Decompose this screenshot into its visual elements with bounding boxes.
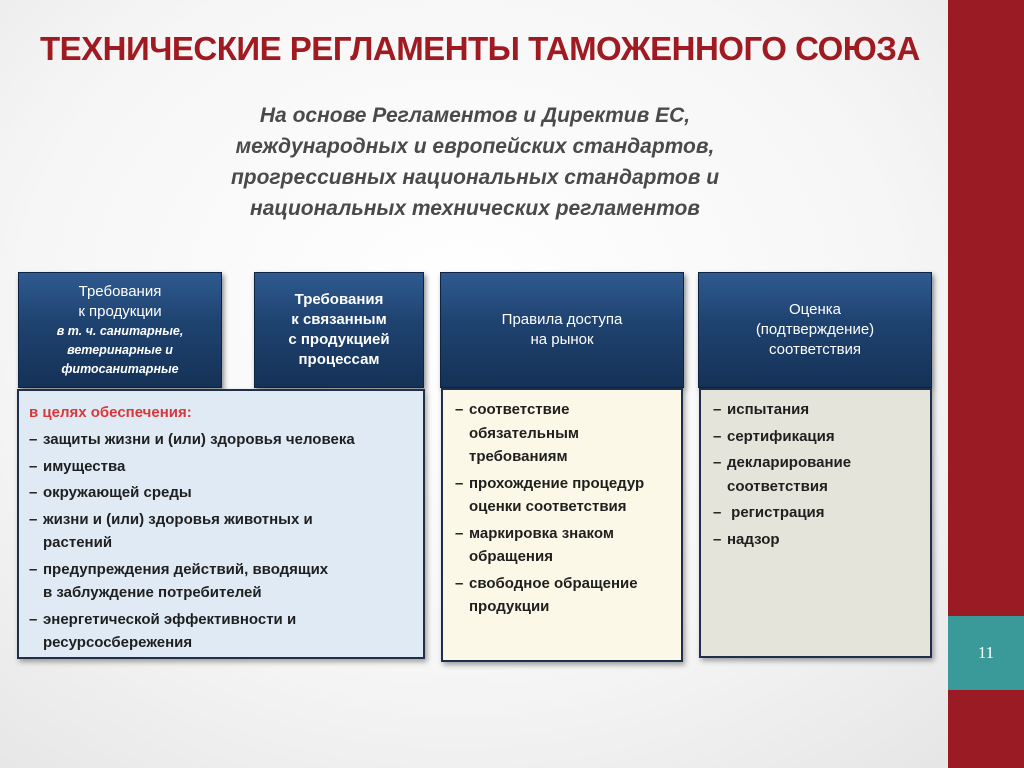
header-line: на рынок xyxy=(530,331,594,348)
dash-marker: – xyxy=(713,401,722,418)
dash-marker: – xyxy=(29,457,38,475)
header-line: соответствия xyxy=(768,341,862,358)
list-item xyxy=(19,481,423,505)
subtitle-line: национальных технических регламентов xyxy=(250,197,700,220)
item-line: соответствие xyxy=(469,401,570,418)
header-line: к связанным xyxy=(291,311,387,328)
item-line: требованиям xyxy=(469,448,568,465)
header-line: Требования xyxy=(78,282,162,300)
subtitle-line: международных и европейских стандартов, xyxy=(235,135,715,158)
item-line: регистрация xyxy=(727,504,825,521)
item-line: энергетической эффективности и xyxy=(43,610,297,628)
item-line: растений xyxy=(43,534,113,551)
item-line: сертификация xyxy=(727,427,835,445)
dash-marker: – xyxy=(713,530,722,548)
product-requirements-list xyxy=(17,389,425,659)
header-line: к продукции xyxy=(78,302,162,320)
subtitle-line: На основе Регламентов и Директив ЕС, xyxy=(259,104,691,127)
slide-title: ТЕХНИЧЕСКИЕ РЕГЛАМЕНТЫ ТАМОЖЕННОГО СОЮЗА xyxy=(40,30,920,67)
market-access-list xyxy=(441,388,683,662)
item-line: обращения xyxy=(469,548,553,565)
header-conformity-assessment xyxy=(698,272,932,388)
dash-marker: – xyxy=(713,454,722,471)
list-lead: в целях обеспечения: xyxy=(29,404,192,421)
list-item xyxy=(19,608,423,655)
item-line: обязательным xyxy=(469,424,579,442)
item-line: продукции xyxy=(469,598,550,615)
header-line: Правила доступа xyxy=(501,311,623,328)
page-number-badge xyxy=(948,616,1024,690)
subtitle-line: прогрессивных национальных стандартов и xyxy=(230,166,720,189)
list-item xyxy=(443,572,681,619)
list-item xyxy=(19,428,423,452)
list-item xyxy=(701,501,930,525)
header-note-line: в т. ч. санитарные, xyxy=(56,323,184,338)
dash-marker: – xyxy=(713,504,722,521)
dash-marker: – xyxy=(29,484,38,501)
header-line: (подтверждение) xyxy=(755,321,875,338)
page-number: 11 xyxy=(977,643,995,662)
list-item xyxy=(443,522,681,569)
header-product-requirements xyxy=(18,272,222,388)
list-item xyxy=(443,398,681,469)
item-line: оценки соответствия xyxy=(469,498,627,515)
list-item xyxy=(19,455,423,479)
item-line: свободное обращение xyxy=(469,574,638,592)
dash-marker: – xyxy=(455,574,464,592)
header-market-access-rules xyxy=(440,272,684,388)
item-line: окружающей среды xyxy=(43,484,192,501)
item-line: ресурсосбережения xyxy=(43,634,193,651)
item-line: испытания xyxy=(727,401,810,418)
dash-marker: – xyxy=(455,524,464,542)
header-line: с продукцией xyxy=(288,331,390,348)
item-line: в заблуждение потребителей xyxy=(43,584,262,601)
list-item xyxy=(701,398,930,422)
header-line: Оценка xyxy=(789,301,841,318)
item-line: маркировка знаком xyxy=(469,524,614,542)
dash-marker: – xyxy=(29,610,38,628)
item-line: декларирование xyxy=(727,454,852,471)
item-line: защиты жизни и (или) здоровья человека xyxy=(43,431,355,448)
item-line: предупреждения действий, вводящих xyxy=(43,560,329,578)
list-item xyxy=(443,472,681,519)
item-line: жизни и (или) здоровья животных и xyxy=(43,510,313,528)
item-line: имущества xyxy=(43,457,126,475)
dash-marker: – xyxy=(455,474,464,492)
list-item xyxy=(19,558,423,605)
header-note-line: фитосанитарные xyxy=(61,361,179,376)
header-line: процессам xyxy=(298,351,380,368)
header-process-requirements xyxy=(254,272,424,388)
slide-subtitle xyxy=(150,100,800,224)
item-line: надзор xyxy=(727,530,780,548)
header-line: Требования xyxy=(294,291,384,308)
item-line: прохождение процедур xyxy=(469,474,645,492)
dash-marker: – xyxy=(29,560,38,578)
dash-marker: – xyxy=(29,431,38,448)
dash-marker: – xyxy=(713,427,722,445)
list-item xyxy=(19,508,423,555)
conformity-assessment-list xyxy=(699,388,932,658)
list-item xyxy=(701,451,930,498)
header-note-line: ветеринарные и xyxy=(67,342,173,357)
dash-marker: – xyxy=(29,510,38,528)
list-item xyxy=(701,425,930,449)
item-line: соответствия xyxy=(727,477,828,495)
list-item xyxy=(701,528,930,552)
dash-marker: – xyxy=(455,401,464,418)
